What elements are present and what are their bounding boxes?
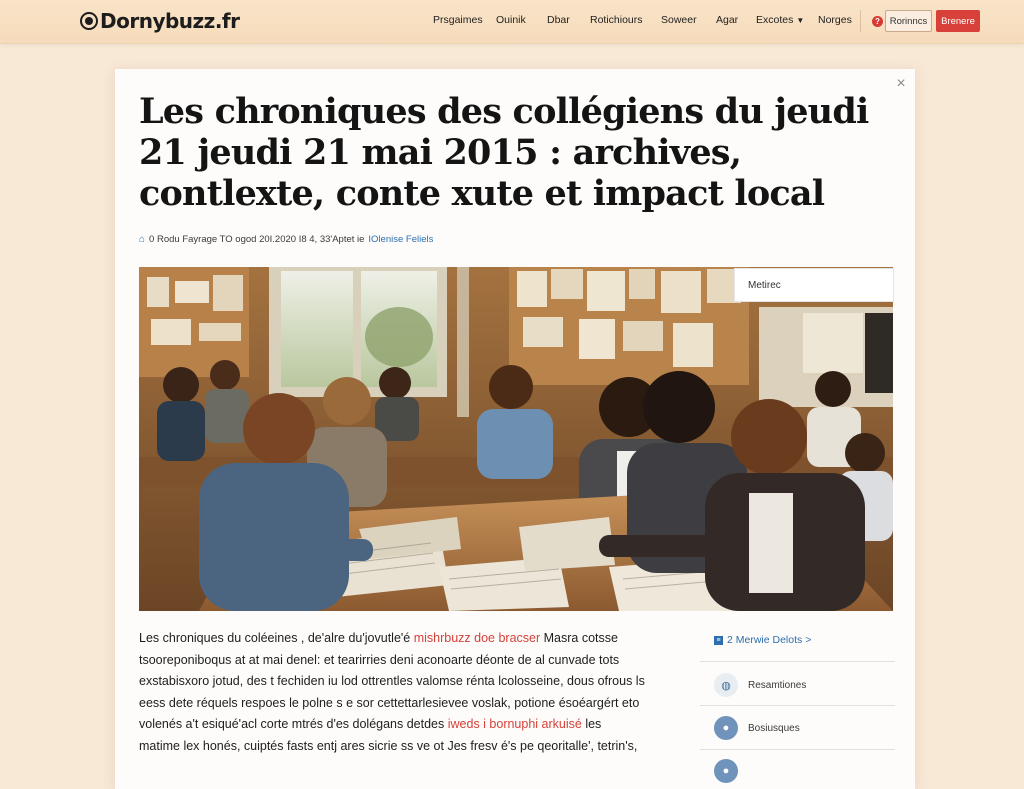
body-link[interactable]: iweds i bornuphi arkuisé — [447, 717, 582, 731]
sidebar-item-3[interactable] — [714, 759, 738, 783]
top-navigation-bar — [0, 0, 1024, 44]
body-text-segment: volenés a't esiqué'acl corte mtrés d'es dolégans detdes — [139, 717, 448, 731]
body-line — [139, 671, 679, 693]
article-title: Les chroniques des collégiens du jeudi 21 jeudi 21 mai 2015 : archives, contlexte, conte xute et impact local — [139, 91, 869, 214]
user-icon: ● — [714, 759, 738, 783]
body-text-segment: matime lex honés, cuiptés fasts entj ares sicrie ss ve ot Jes fresv é's pe qeoritalle', tetrin's, — [139, 738, 638, 753]
nav-item-5[interactable]: Soweer — [661, 14, 697, 26]
nav-item-8[interactable]: Norges — [818, 14, 852, 26]
body-text-segment: Masra cotsse — [540, 631, 618, 645]
body-line — [139, 693, 679, 715]
register-button[interactable]: Brenere — [936, 10, 980, 32]
body-line — [139, 650, 679, 672]
site-logo[interactable] — [80, 9, 239, 33]
article-hero-image — [139, 267, 893, 611]
body-text-segment: Les chroniques du coléeines , de'alre du'jovutle'é — [139, 631, 414, 645]
article-author-link[interactable]: IOlenise Feliels — [368, 234, 434, 245]
divider — [700, 749, 895, 750]
nav-item-7-label: Excotes — [756, 14, 794, 26]
logo-text: Dornybuzz.fr — [100, 9, 240, 33]
close-icon[interactable]: × — [896, 75, 906, 92]
sidebar-item-label: Bosiusques — [748, 722, 800, 734]
body-text-segment: les — [581, 717, 602, 731]
globe-icon: ◍ — [714, 673, 738, 697]
body-text-segment: tsooreponiboqus at at mai denel: et tearirries deni aconoarte déonte de al cunvade tots — [139, 652, 620, 667]
sidebar-item-2[interactable] — [714, 716, 800, 740]
article-meta-text: 0 Rodu Fayrage TO ogod 20I.2020 I8 4, 33'Aptet ie — [149, 234, 365, 245]
nav-item-1[interactable]: Prsgaimes — [433, 14, 483, 26]
nav-item-3[interactable]: Dbar — [547, 14, 570, 26]
nav-item-4[interactable]: Rotichiours — [590, 14, 643, 26]
body-line — [139, 628, 679, 650]
nav-item-2[interactable]: Ouinik — [496, 14, 526, 26]
chevron-down-icon: ▼ — [796, 16, 805, 25]
nav-divider — [860, 10, 861, 32]
user-icon: ● — [714, 716, 738, 740]
home-icon[interactable]: ⌂ — [139, 234, 146, 245]
sidebar-item-1[interactable] — [714, 673, 806, 697]
nav-item-7-dropdown[interactable] — [756, 14, 804, 26]
login-button[interactable]: Rorinncs — [885, 10, 932, 32]
body-text-segment: exstabisxoro jotud, des t fechiden iu lod ottrentles valomse rénta lcolosseine, dous ofrous ls — [139, 674, 645, 688]
divider — [700, 661, 895, 662]
classroom-photo — [139, 267, 893, 611]
article-meta — [139, 234, 433, 245]
sidebar-heading[interactable] — [714, 634, 811, 646]
logo-icon — [80, 12, 98, 30]
help-icon[interactable]: ? — [872, 16, 883, 27]
list-icon: ≡ — [714, 636, 723, 645]
article-body — [139, 628, 679, 757]
body-line — [139, 736, 679, 758]
body-text-segment: eess dete réquels respoes le polne s e sor cettettarlesievee voslak, potione ésoéargért eto — [139, 695, 640, 710]
body-line — [139, 714, 679, 736]
body-link[interactable]: mishrbuzz doe bracser — [413, 631, 541, 645]
meteo-widget[interactable]: Metirec — [734, 268, 894, 302]
sidebar-item-label: Resamtiones — [748, 679, 807, 691]
nav-item-6[interactable]: Agar — [716, 14, 739, 26]
sidebar-heading-label: 2 Merwie Delots > — [727, 634, 812, 646]
divider — [700, 705, 895, 706]
